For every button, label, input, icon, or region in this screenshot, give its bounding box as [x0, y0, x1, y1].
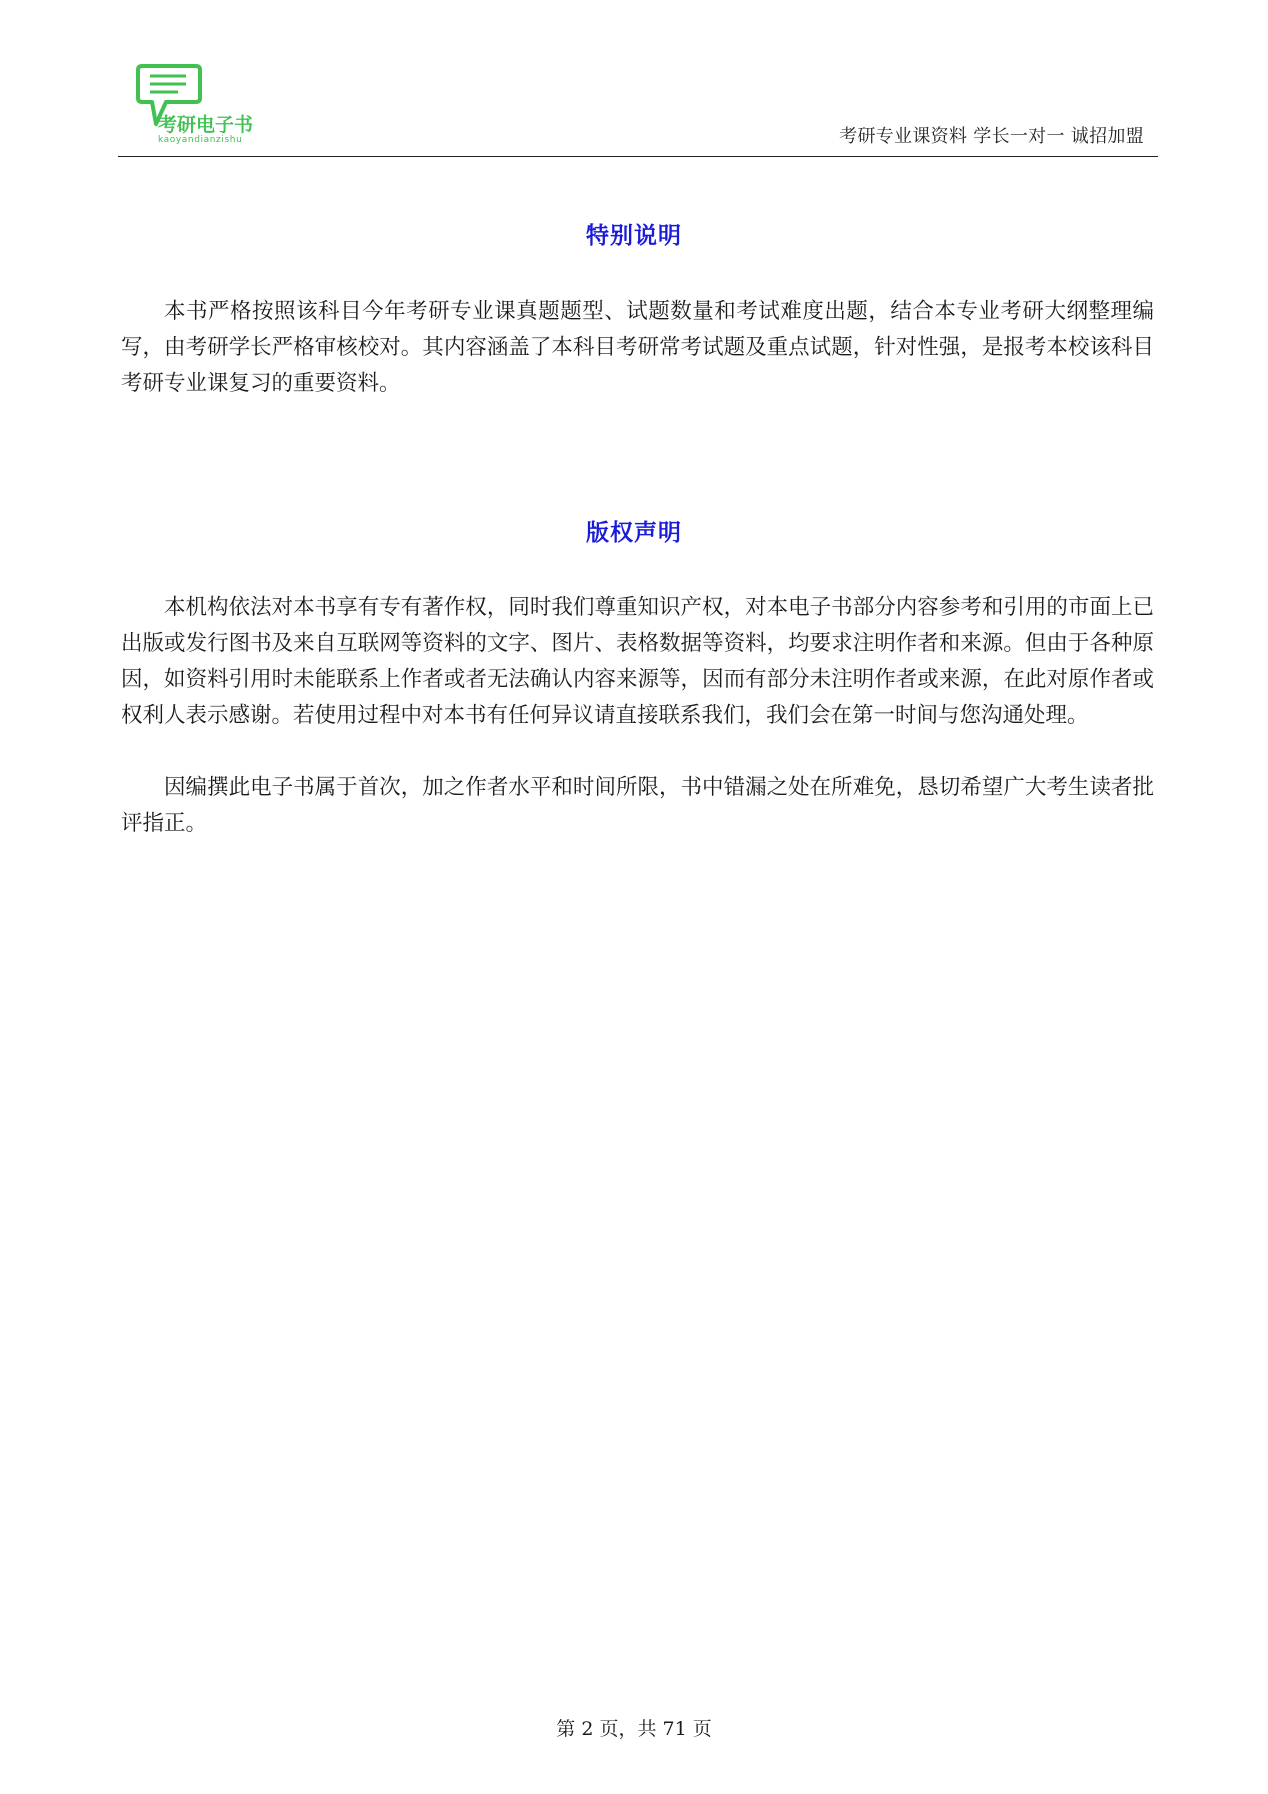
page-footer-number: 第 2 页，共 71 页: [556, 1718, 712, 1740]
section-title-special-notes: 特别说明: [586, 223, 682, 249]
copyright-paragraph-2: 因编撰此电子书属于首次，加之作者水平和时间所限，书中错漏之处在所难免，恳切希望广大考生读者批评指正。: [121, 775, 1154, 836]
page-header: [118, 56, 1158, 157]
special-notes-paragraph: 本书严格按照该科目今年考研专业课真题题型、试题数量和考试难度出题，结合本专业考研大纲整理编写，由考研学长严格审核校对。其内容涵盖了本科目考研常考试题及重点试题，针对性强，是报考本校该科目考研专业课复习的重要资料。: [121, 299, 1154, 396]
logo-wordmark: 考研电子书: [158, 114, 254, 136]
brand-logo: [136, 62, 276, 152]
logo-subtext: kaoyandianzishu: [158, 135, 243, 145]
copyright-paragraph-1: 本机构依法对本书享有专有著作权，同时我们尊重知识产权，对本电子书部分内容参考和引用的市面上已出版或发行图书及来自互联网等资料的文字、图片、表格数据等资料，均要求注明作者和来源。但由于各种原因，如资料引用时未能联系上作者或者无法确认内容来源等，因而有部分未注明作者或来源，在此对原作者或权利人表示感谢。若使用过程中对本书有任何异议请直接联系我们，我们会在第一时间与您沟通处理。: [121, 595, 1154, 728]
header-tagline: 考研专业课资料 学长一对一 诚招加盟: [839, 126, 1144, 147]
section-title-copyright: 版权声明: [586, 520, 682, 546]
